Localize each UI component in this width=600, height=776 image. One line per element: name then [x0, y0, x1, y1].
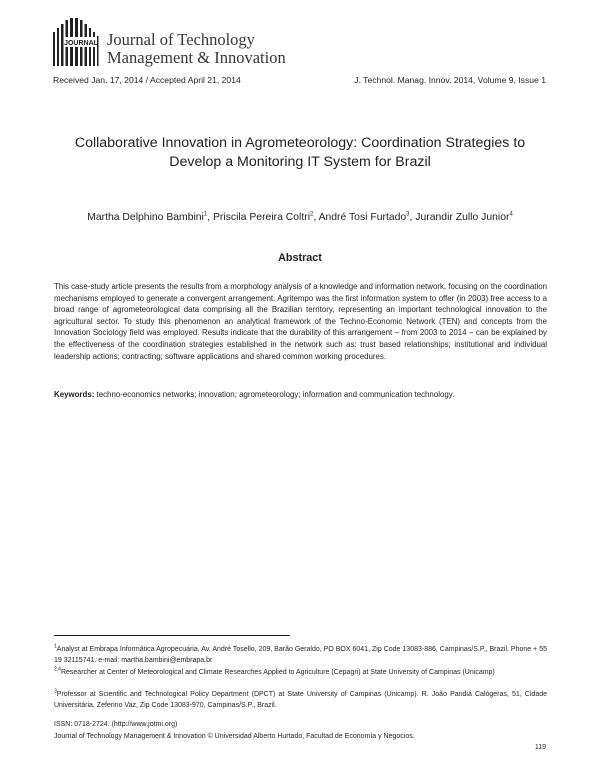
author-affiliation-mark: 4 [509, 211, 513, 218]
journal-logo-icon [53, 18, 104, 66]
author-separator: , [207, 212, 213, 223]
author-name: André Tosi Furtado [318, 212, 407, 223]
article-title [40, 134, 560, 172]
author-name: Martha Delphino Bambini [87, 212, 204, 223]
publisher-line: Journal of Technology Management & Innovation © Universidad Alberto Hurtado, Facultad de Economía y Negocios. [54, 733, 415, 740]
author-affiliation-mark: 3 [406, 211, 410, 218]
author-name: Jurandir Zullo Junior [415, 212, 510, 223]
keywords-label: Keywords: [54, 390, 95, 399]
author-list [40, 212, 560, 223]
footnote [54, 690, 547, 711]
page-number: 119 [534, 744, 546, 751]
author-name: Priscila Pereira Coltri [213, 212, 311, 223]
title-line-1: Collaborative Innovation in Agrometeorology: Coordination Strategies to [74, 135, 526, 151]
journal-name-line2: Management & Innovation [107, 48, 286, 67]
author-affiliation-mark: 1 [203, 211, 208, 218]
footnote-mark: 3 [54, 688, 57, 695]
title-line-2: Develop a Monitoring IT System for Brazil [169, 154, 431, 170]
journal-name [107, 31, 286, 67]
abstract-text: This case-study article presents the results from a morphology analysis of a knowledge and information network, focusing on the coordination mechanisms employed to generate a convergent arrangement. Agritempo was the first information system to offer (in 2003) free access to a broad range of agrometeorological data comprising all the Brazilian territory, representing an important technological innovation to the agricultural sector. To study this phenomenon an analytical framework of the Techno-Economic Network (TEN) and concepts from the Innovation Sociology field was employed. Results indicate that the durability of this arrangement – from 2003 to 2014 – can be explained by the effectiveness of the coordination strategies established in the network such as: trust based relationships; institutional and individual leadership actions; contracting; software applications and shared common working procedures. [54, 282, 547, 361]
journal-citation: J. Technol. Manag. Innov. 2014, Volume 9, Issue 1 [354, 75, 546, 85]
footnote [54, 668, 547, 679]
footnote-text: Professor at Scientific and Technological Policy Department (DPCT) at State University of Campinas (Unicamp). R. João Pandiá Calógeras, 51, Cidade Universitária, Zeferino Vaz, Zip Code 13083-970, Campinas/S.P., Brazil. [54, 691, 547, 709]
footnote-text: Researcher at Center of Meteorological and Climate Researches Applied to Agriculture (Cepagri) at State University of Campinas (Unicamp) [60, 669, 495, 676]
author-separator: , [313, 212, 319, 223]
author-separator: , [409, 212, 416, 223]
footnote [54, 645, 547, 666]
keywords-text: techno-economics networks; innovation; agrometeorology; information and communication technology. [94, 390, 455, 399]
journal-name-line1: Journal of Technology [107, 30, 255, 49]
footnote-mark: 2,4 [54, 666, 61, 673]
footnote-divider [54, 635, 290, 636]
footnote-mark: 1 [54, 643, 57, 650]
issn-line: ISSN: 0718-2724. (http://www.jotmi.org) [54, 721, 178, 728]
received-accepted-dates: Received Jan. 17, 2014 / Accepted April 21, 2014 [53, 75, 241, 85]
author-affiliation-mark: 2 [310, 211, 314, 218]
logo-text: JOURNAL [64, 40, 98, 47]
footnote-text: Analyst at Embrapa Informática Agropecuária, Av. André Tosello, 209, Barão Geraldo, PO BOX 6041, Zip Code 13083-886, Campinas/S.P., Brazil. Phone + 55 19 32115741. e-mail: martha.bambini@embrapa.br [54, 646, 547, 664]
abstract-heading: Abstract [278, 252, 322, 264]
keywords [54, 389, 547, 400]
